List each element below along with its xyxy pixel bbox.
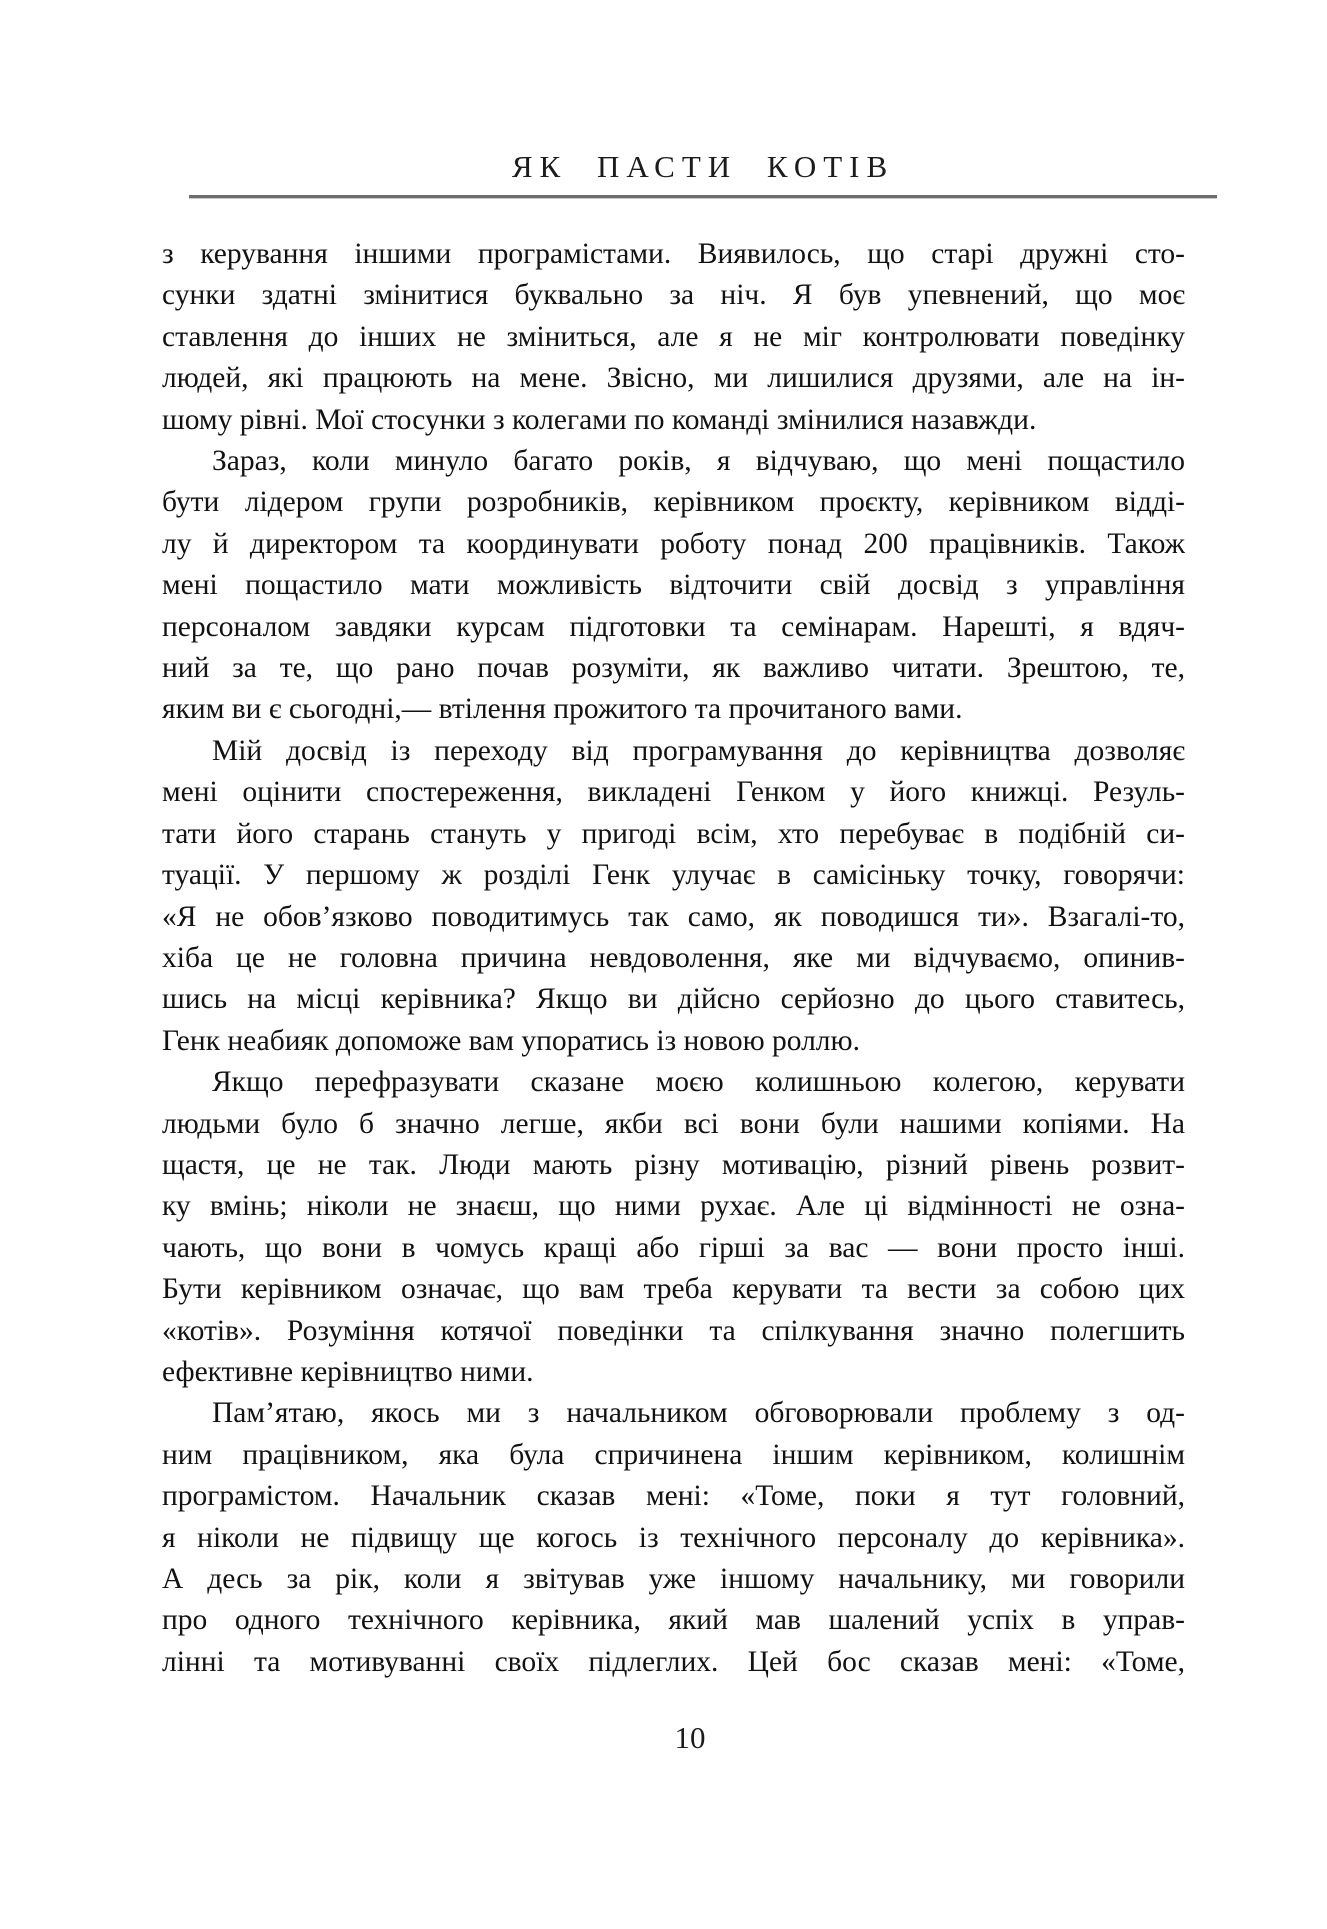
body-text <box>162 234 1185 1683</box>
text-line: Мій досвід із переходу від програмування до керівництва дозволяє <box>212 734 1185 767</box>
text-line: Якщо перефразувати сказане моєю колишньою колегою, керувати <box>212 1066 1185 1099</box>
text-line: туації. У першому ж розділі Генк улучає в самісіньку точку, говорячи: <box>162 859 1185 892</box>
text-line: ставлення до інших не зміниться, але я не міг контролювати поведінку <box>162 320 1185 353</box>
text-line: людьми було б значно легше, якби всі вони були нашими копіями. На <box>162 1107 1185 1140</box>
text-line: Бути керівником означає, що вам треба керувати та вести за собою цих <box>162 1273 1185 1306</box>
paragraph <box>162 1393 1185 1683</box>
paragraph <box>162 731 1185 1062</box>
text-line: з керування іншими програмістами. Виявилось, що старі дружні сто- <box>162 238 1185 270</box>
text-line: сунки здатні змінитися буквально за ніч. Я був упевнений, що моє <box>162 279 1185 312</box>
text-line: я ніколи не підвищу ще когось із технічного персоналу до керівника». <box>162 1521 1185 1554</box>
text-line: ку вмінь; ніколи не знаєш, що ними рухає. Але ці відмінності не озна- <box>162 1190 1185 1223</box>
text-line: лу й директором та координувати роботу понад 200 працівників. Також <box>162 527 1185 560</box>
text-line: тати його старань стануть у пригоді всім, хто перебуває в подібній си- <box>162 817 1185 850</box>
text-line: Генк неабияк допоможе вам упоратись із новою роллю. <box>162 1024 860 1057</box>
text-line: «Я не обов’язково поводитимусь так само, як поводишся ти». Взагалі-то, <box>162 900 1185 933</box>
paragraph <box>162 234 1185 441</box>
text-line: хіба це не головна причина невдоволення, яке ми відчуваємо, опинив- <box>162 941 1185 974</box>
text-line: шому рівні. Мої стосунки з колегами по команді змінилися назавжди. <box>162 403 1037 436</box>
text-line: А десь за рік, коли я звітував уже іншому начальнику, ми говорили <box>162 1563 1185 1595</box>
paragraph <box>162 1062 1185 1393</box>
paragraph <box>162 441 1185 731</box>
text-line: Пам’ятаю, якось ми з начальником обговорювали проблему з од- <box>212 1397 1185 1430</box>
header-rule <box>189 195 1217 199</box>
running-header-title: ЯК ПАСТИ КОТІВ <box>511 149 895 184</box>
text-line: яким ви є сьогодні,— втілення прожитого та прочитаного вами. <box>162 693 963 726</box>
text-line: мені пощастило мати можливість відточити свій досвід з управління <box>162 569 1185 602</box>
text-line: «котів». Розуміння котячої поведінки та спілкування значно полегшить <box>162 1314 1185 1347</box>
text-line: Зараз, коли минуло багато років, я відчуваю, що мені пощастило <box>212 445 1185 478</box>
text-line: щастя, це не так. Люди мають різну мотивацію, різний рівень розвит- <box>162 1148 1185 1181</box>
text-line: мені оцінити спостереження, викладені Генком у його книжці. Резуль- <box>162 776 1185 809</box>
text-line: лінні та мотивуванні своїх підлеглих. Цей бос сказав мені: «Томе, <box>162 1645 1185 1678</box>
text-line: шись на місці керівника? Якщо ви дійсно серйозно до цього ставитесь, <box>162 983 1185 1016</box>
text-line: чають, що вони в чомусь кращі або гірші за вас — вони просто інші. <box>162 1231 1185 1264</box>
text-line: програмістом. Начальник сказав мені: «Томе, поки я тут головний, <box>162 1480 1185 1513</box>
text-line: про одного технічного керівника, який мав шалений успіх в управ- <box>162 1604 1185 1637</box>
text-line: персоналом завдяки курсам підготовки та семінарам. Нарешті, я вдяч- <box>162 610 1185 643</box>
page-number: 10 <box>674 1720 706 1755</box>
text-line: людей, які працюють на мене. Звісно, ми лишилися друзями, але на ін- <box>162 362 1185 395</box>
text-line: ний за те, що рано почав розуміти, як важливо читати. Зрештою, те, <box>162 652 1185 685</box>
text-line: бути лідером групи розробників, керівником проєкту, керівником відді- <box>162 486 1185 519</box>
text-line: ним працівником, яка була спричинена іншим керівником, колишнім <box>162 1438 1185 1471</box>
text-line: ефективне керівництво ними. <box>162 1355 534 1388</box>
